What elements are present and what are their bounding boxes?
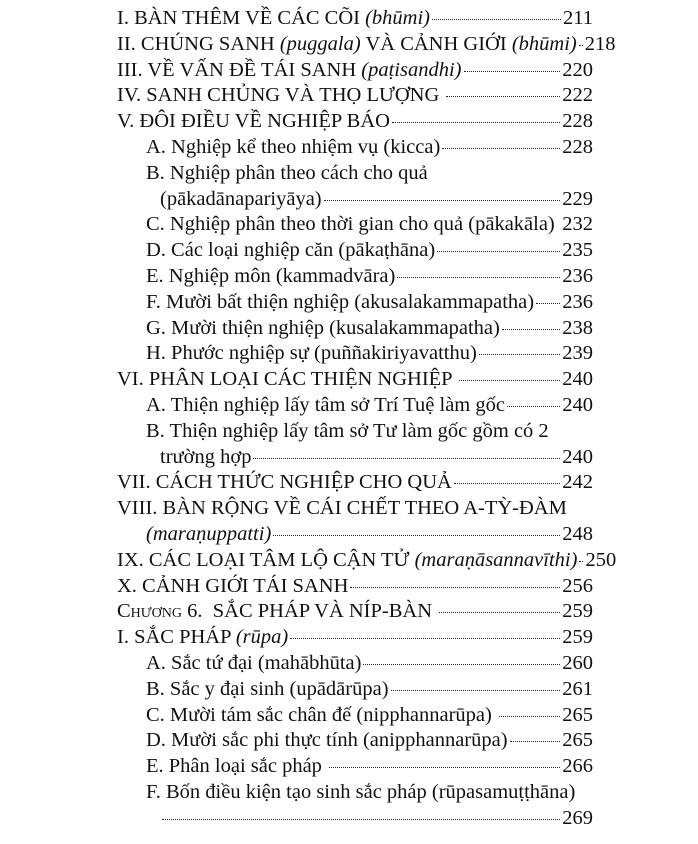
toc-entry <box>117 780 593 806</box>
page-number: 235 <box>562 239 593 262</box>
dot-leader <box>442 148 560 149</box>
dot-leader <box>392 122 560 123</box>
dot-leader <box>162 819 560 820</box>
chapter-label: Chương 6. <box>117 600 203 623</box>
dot-leader <box>437 251 560 252</box>
toc-entry-title <box>117 574 348 600</box>
dot-leader <box>273 535 560 536</box>
toc-entry-title <box>146 419 549 445</box>
toc-entry <box>117 651 593 677</box>
dot-leader <box>290 638 560 639</box>
dot-leader <box>464 71 561 72</box>
toc-entry-title <box>146 651 361 677</box>
title-text: VÀ CẢNH GIỚI <box>360 32 512 55</box>
title-text: C. Nghiệp phân theo thời gian cho quả (pākakāla) <box>146 213 555 236</box>
dot-leader <box>510 741 561 742</box>
pali-term: (maraṇuppatti) <box>146 522 272 545</box>
pali-term: (paṭisandhi) <box>361 58 462 81</box>
dot-leader <box>454 483 560 484</box>
page-number: 256 <box>562 574 593 597</box>
toc-entry-title <box>146 393 505 419</box>
toc-entry-title <box>117 470 452 496</box>
title-text: (pākadānapariyāya) <box>160 187 322 210</box>
toc-entry <box>117 703 593 729</box>
title-text: B. Sắc y đại sinh (upādārūpa) <box>146 677 389 700</box>
dot-leader <box>439 612 560 613</box>
toc-entry <box>117 290 593 316</box>
page-number: 259 <box>562 600 593 623</box>
page-number: 266 <box>562 755 593 778</box>
page-number: 218 <box>584 32 616 55</box>
toc-entry-title <box>146 780 575 806</box>
title-text: D. Mười sắc phi thực tính (anipphannarūpa) <box>146 729 508 752</box>
dot-leader <box>329 767 560 768</box>
page-number: 242 <box>562 471 593 494</box>
title-text: SẮC PHÁP VÀ NÍP-BÀN <box>202 600 438 623</box>
dot-leader <box>479 354 560 355</box>
page-number: 265 <box>562 729 593 752</box>
toc-entry-title <box>146 341 477 367</box>
toc-entry-title <box>146 728 508 754</box>
toc-entry <box>117 83 593 109</box>
page-number: 236 <box>562 290 593 313</box>
toc-entry <box>117 445 593 471</box>
dot-leader <box>536 303 560 304</box>
toc-entry-title <box>146 161 428 187</box>
title-text: IX. CÁC LOẠI TÂM LỘ CẬN TỬ <box>117 548 415 571</box>
dot-leader <box>459 380 560 381</box>
pali-term: (bhūmi) <box>365 7 431 29</box>
toc-entry <box>117 599 593 625</box>
title-text: I. SẮC PHÁP <box>117 626 236 649</box>
toc-entry-title <box>146 522 271 548</box>
page-number: 259 <box>562 626 593 649</box>
dot-leader <box>579 561 583 562</box>
toc-entry <box>117 341 593 367</box>
pali-term: (maraṇāsannavīthi) <box>414 548 578 571</box>
toc-entry <box>117 625 593 651</box>
dot-leader <box>324 200 561 201</box>
title-text: H. Phước nghiệp sự (puññakiriyavatthu) <box>146 342 477 365</box>
title-text: F. Mười bất thiện nghiệp (akusalakammapatha) <box>146 290 535 313</box>
toc-entry <box>117 393 593 419</box>
title-text: I. BÀN THÊM VỀ CÁC CÕI <box>117 7 366 29</box>
toc-entry <box>117 187 593 213</box>
title-text: VIII. BÀN RỘNG VỀ CÁI CHẾT THEO A-TỲ-ĐÀM <box>117 497 567 520</box>
toc-entry <box>117 522 593 548</box>
toc-entry <box>117 367 593 393</box>
toc-entry-title <box>117 109 390 135</box>
page-number: 229 <box>562 187 593 210</box>
toc-entry-title <box>146 677 389 703</box>
toc-entry-title <box>146 238 435 264</box>
title-text: B. Nghiệp phân theo cách cho quả <box>146 161 428 184</box>
title-text: C. Mười tám sắc chân đế (nipphannarūpa) <box>146 703 497 726</box>
toc-entry-title <box>117 58 462 84</box>
title-text: F. Bốn điều kiện tạo sinh sắc pháp (rūpasamuṭṭhāna) <box>146 780 576 803</box>
toc-entry <box>117 32 616 58</box>
page-number: 220 <box>562 58 593 81</box>
toc-entry <box>117 161 593 187</box>
dot-leader <box>499 716 560 717</box>
dot-leader <box>579 45 583 46</box>
toc-entry <box>117 212 593 238</box>
toc-entry <box>117 6 593 32</box>
page-number: 211 <box>563 7 593 29</box>
title-text: trường hợp <box>160 445 252 468</box>
dot-leader <box>363 664 560 665</box>
page-number: 240 <box>562 445 593 468</box>
page-number: 236 <box>562 264 593 287</box>
title-text: G. Mười thiện nghiệp (kusalakammapatha) <box>146 316 500 339</box>
toc-entry-title <box>146 264 395 290</box>
toc-entry <box>117 806 593 832</box>
page-number: 269 <box>562 806 593 829</box>
pali-term: (puggala) <box>279 32 361 55</box>
page-number: 260 <box>562 651 593 674</box>
title-text: VI. PHÂN LOẠI CÁC THIỆN NGHIỆP <box>117 368 457 391</box>
toc-entry-title <box>117 625 288 651</box>
title-text: D. Các loại nghiệp căn (pākaṭhāna) <box>146 239 436 262</box>
page-number: 222 <box>562 84 593 107</box>
toc-entry <box>117 574 593 600</box>
dot-leader <box>253 458 560 459</box>
page-number: 238 <box>562 316 593 339</box>
title-text: B. Thiện nghiệp lấy tâm sở Tư làm gốc gồm có 2 <box>146 419 549 442</box>
toc-entry <box>117 135 593 161</box>
toc-entry <box>117 238 593 264</box>
toc-entry-title <box>146 316 500 342</box>
toc-entry-title <box>117 599 437 625</box>
toc-entry-title <box>160 187 322 213</box>
title-text: II. CHÚNG SANH <box>117 32 280 55</box>
dot-leader <box>507 406 560 407</box>
page-number: 250 <box>585 548 617 571</box>
toc-entry <box>117 316 593 342</box>
page-number: 240 <box>562 393 593 416</box>
toc-entry <box>117 109 593 135</box>
title-text: III. VỀ VẤN ĐỀ TÁI SANH <box>117 58 362 81</box>
pali-term: (bhūmi) <box>511 32 577 55</box>
toc-entry-title <box>117 6 430 32</box>
title-text: E. Phân loại sắc pháp <box>146 755 328 778</box>
toc-entry <box>117 677 593 703</box>
dot-leader <box>502 329 560 330</box>
pali-term: (rūpa) <box>235 626 289 649</box>
title-text: A. Sắc tứ đại (mahābhūta) <box>146 651 362 674</box>
dot-leader <box>397 277 560 278</box>
toc-entry-title <box>146 754 327 780</box>
toc-entry-title <box>117 367 457 393</box>
toc-entry-title <box>146 212 555 238</box>
title-text: VII. CÁCH THỨC NGHIỆP CHO QUẢ <box>117 471 452 494</box>
dot-leader <box>432 19 561 20</box>
title-text: A. Thiện nghiệp lấy tâm sở Trí Tuệ làm gốc <box>146 393 505 416</box>
dot-leader <box>446 96 560 97</box>
title-text: V. ĐÔI ĐIỀU VỀ NGHIỆP BÁO <box>117 110 390 133</box>
page-number: 232 <box>562 213 593 236</box>
toc-entry <box>117 496 593 522</box>
table-of-contents <box>117 6 617 832</box>
page-number: 248 <box>562 522 593 545</box>
page-number: 228 <box>562 110 593 133</box>
toc-entry <box>117 58 593 84</box>
title-text: A. Nghiệp kể theo nhiệm vụ (kicca) <box>146 135 441 158</box>
page-number: 239 <box>562 342 593 365</box>
toc-entry-title <box>117 83 444 109</box>
dot-leader <box>350 587 560 588</box>
toc-entry-title <box>146 135 440 161</box>
page-number: 265 <box>562 703 593 726</box>
toc-entry-title <box>146 290 534 316</box>
toc-entry <box>117 419 593 445</box>
toc-entry-title <box>160 445 251 471</box>
dot-leader <box>391 690 561 691</box>
toc-entry-title <box>117 496 567 522</box>
toc-entry <box>117 264 593 290</box>
toc-entry-title <box>117 548 577 574</box>
toc-entry-title <box>117 32 577 58</box>
page-number: 261 <box>562 677 593 700</box>
toc-entry <box>117 728 593 754</box>
title-text: E. Nghiệp môn (kammadvāra) <box>146 264 396 287</box>
title-text: IV. SANH CHỦNG VÀ THỌ LƯỢNG <box>117 84 445 107</box>
toc-entry <box>117 548 617 574</box>
toc-entry-title <box>146 703 497 729</box>
toc-entry <box>117 754 593 780</box>
title-text: X. CẢNH GIỚI TÁI SANH <box>117 574 349 597</box>
page-number: 228 <box>562 135 593 158</box>
toc-entry <box>117 470 593 496</box>
page-number: 240 <box>562 368 593 391</box>
